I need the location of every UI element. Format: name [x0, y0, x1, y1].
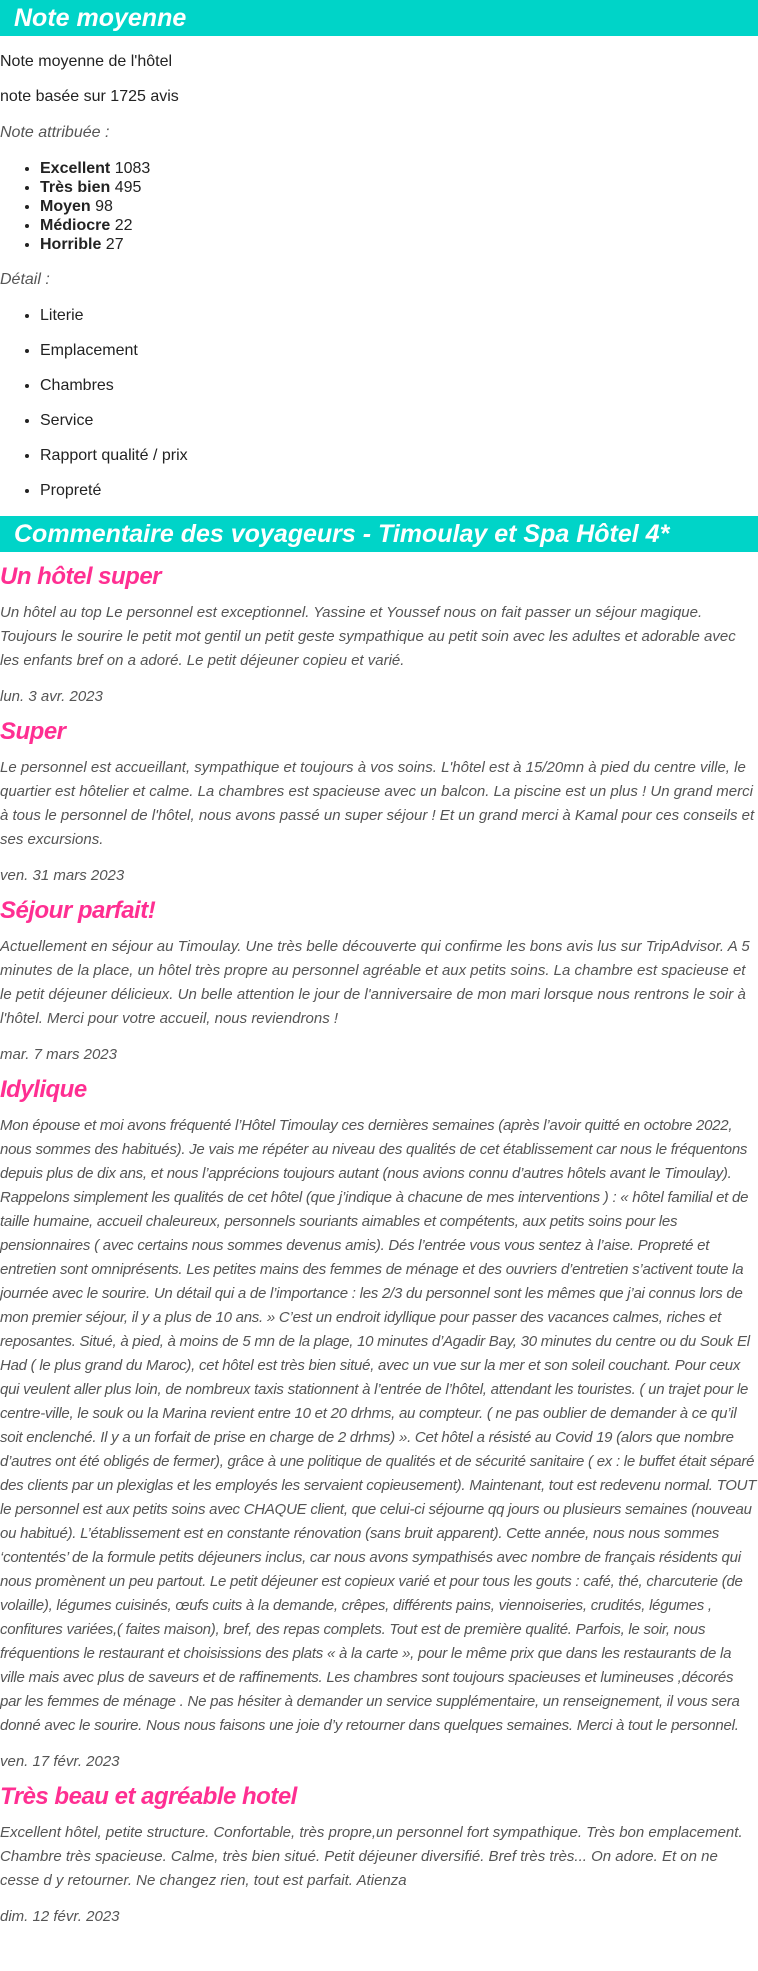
review-date: mar. 7 mars 2023	[0, 1046, 117, 1063]
detail-item-cleanliness: • Propreté	[40, 481, 758, 501]
review-text: Mon épouse et moi avons fréquenté l’Hôtel Timoulay ces dernières semaines (après l’avoir quitté en octobre 2022, nous sommes des habitués). Je vais me répéter au niveau des qualités de cet établissement car nous le fréquentons depuis plus de dix ans, et nous l’apprécions toujours autant (nous avions connu d’autres hôtels avant le Timoulay). Rappelons simplement les qualités de cet hôtel (que j’indique à chacune de mes interventions ) : « hôtel familial et de taille humaine, accueil chaleureux, personnels souriants aimables et compétents, aux petits soins pour les pensionnaires ( avec certains nous sommes devenus amis). Dés l’entrée vous vous sentez à l’aise. Propreté et entretien sont omniprésents. Les petites mains des femmes de ménage et des ouvriers d’entretien s’activent toute la journée avec le sourire. Un détail qui a de l’importance : les 2/3 du personnel sont les mêmes que j’ai connus lors de mon premier séjour, il y a plus de 10 ans. » C’est un endroit idyllique pour passer des vacances calmes, riches et reposantes. Situé, à pied, à moins de 5 mn de la plage, 10 minutes d’Agadir Bay, 30 minutes du centre ou du Souk El Had ( le plus grand du Maroc), cet hôtel est très bien situé, avec un vue sur la mer et son soleil couchant. Pour ceux qui veulent aller plus loin, de nombreux taxis stationnent à l’entrée de l’hôtel, attendant les touristes. ( un trajet pour le centre-ville, le souk ou la Marina revient entre 10 et 20 drhms, au compteur. ( ne pas oublier de demander à ce qu’il soit enclenché. Il y a un forfait de prise en charge de 2 drhms) ». Cet hôtel a résisté au Covid 19 (alors que nombre d’autres ont été obligés de fermer), grâce à une politique de qualités et de sécurité sanitaire ( ex : le buffet était séparé des clients par un plexiglas et les employés les servaient copieusement). Maintenant, tout est redevenu normal. TOUT le personnel est aux petits soins avec CHAQUE client, que celui-ci séjourne qq jours ou plusieurs semaines (nouveau ou habitué). L’établissement est en constante rénovation (sans bruit apparent). Cette année, nous nous sommes ‘contentés’ de la formule petits déjeuners inclus, car nous avons sympathisés avec nombre de français résidents qui nous promènent un peu partout. Le petit déjeuner est copieux varié et pour tous les gouts : café, thé, charcuterie (de volaille), légumes cuisinés, œufs cuits à la demande, crêpes, différents pains, viennoiseries, crudités, légumes , confitures variées,( faites maison), bref, des repas complets. Tout est de première qualité. Parfois, le soir, nous fréquentions le restaurant et choisissions des plats « à la carte », pour le même prix que dans les restaurants de la ville mais avec plus de saveurs et de raffinements. Les chambres sont toujours spacieuses et lumineuses ,décorés par les femmes de ménage . Ne pas hésiter à demander un service supplémentaire, un renseignement, il vous sera donné avec le sourire. Nous nous faisons une joie d’y retourner dans quelques semaines. Merci à tout le personnel.	[0, 1117, 757, 1734]
rating-distribution-list	[0, 159, 758, 254]
average-rating-section	[0, 0, 758, 501]
rating-label: Très bien	[40, 179, 111, 196]
review-item	[0, 717, 758, 886]
comments-heading: Commentaire des voyageurs - Timoulay et Spa Hôtel 4*	[0, 516, 758, 552]
detail-item-value: • Rapport qualité / prix	[40, 446, 758, 466]
review-date: lun. 3 avr. 2023	[0, 688, 103, 705]
review-date: dim. 12 févr. 2023	[0, 1908, 120, 1925]
traveler-comments-section	[0, 516, 758, 1927]
rating-label: Médiocre	[40, 217, 111, 234]
review-date: ven. 17 févr. 2023	[0, 1753, 120, 1770]
detail-item-rooms: • Chambres	[40, 376, 758, 396]
review-title: Super	[0, 718, 66, 745]
rating-label: Moyen	[40, 198, 91, 215]
detail-item-location: • Emplacement	[40, 341, 758, 361]
review-item	[0, 562, 758, 707]
ratings-label: Note attribuée :	[0, 124, 110, 141]
rating-very-good	[40, 178, 758, 197]
detail-criteria-list	[0, 306, 758, 501]
review-item	[0, 1075, 758, 1772]
rating-poor	[40, 216, 758, 235]
average-rating-heading: Note moyenne	[0, 0, 758, 36]
review-text: Le personnel est accueillant, sympathique et toujours à vos soins. L'hôtel est à 15/20mn à pied du centre ville, le quartier est hôtelier et calme. La chambres est spacieuse avec un balcon. La piscine est un plus ! Un grand merci à tous le personnel de l'hôtel, nous avons passé un super séjour ! Et un grand merci à Kamal pour ces conseils et ses excursions.	[0, 759, 755, 848]
detail-item-bedding: • Literie	[40, 306, 758, 326]
rating-horrible	[40, 235, 758, 254]
hotel-average-label: Note moyenne de l'hôtel	[0, 53, 173, 70]
review-count-label: note basée sur 1725 avis	[0, 88, 179, 105]
rating-average	[40, 197, 758, 216]
rating-excellent	[40, 159, 758, 178]
detail-item-service: • Service	[40, 411, 758, 431]
rating-count: 495	[114, 179, 142, 196]
review-text: Un hôtel au top Le personnel est exceptionnel. Yassine et Youssef nous on fait passer un séjour magique. Toujours le sourire le petit mot gentil un petit geste sympathique au petit soin avec les adultes et adorable avec les enfants bref on a adoré. Le petit déjeuner copieu et varié.	[0, 604, 736, 669]
review-title: Un hôtel super	[0, 563, 162, 590]
review-text: Excellent hôtel, petite structure. Confortable, très propre,un personnel fort sympathique. Très bon emplacement. Chambre très spacieuse. Calme, très bien situé. Petit déjeuner diversifié. Bref très très... On adore. Et on ne cesse d y retourner. Ne changez rien, tout est parfait. Atienza	[0, 1824, 743, 1889]
review-title: Séjour parfait!	[0, 897, 156, 924]
detail-label: Détail :	[0, 271, 50, 288]
rating-count: 27	[105, 236, 124, 253]
review-text: Actuellement en séjour au Timoulay. Une très belle découverte qui confirme les bons avis lus sur TripAdvisor. A 5 minutes de la place, un hôtel très propre au personnel agréable et aux petits soins. La chambre est spacieuse et le petit déjeuner délicieux. Un belle attention le jour de l'anniversaire de mon mari lorsque nous rentrons le soir à l'hôtel. Merci pour votre accueil, nous reviendrons !	[0, 938, 750, 1027]
review-title: Très beau et agréable hotel	[0, 1783, 297, 1810]
review-item	[0, 1782, 758, 1927]
rating-count: 98	[95, 198, 113, 215]
rating-label: Excellent	[40, 160, 111, 177]
rating-label: Horrible	[40, 236, 102, 253]
review-title: Idylique	[0, 1076, 87, 1103]
rating-count: 1083	[114, 160, 151, 177]
review-date: ven. 31 mars 2023	[0, 867, 125, 884]
rating-count: 22	[114, 217, 133, 234]
review-item	[0, 896, 758, 1065]
